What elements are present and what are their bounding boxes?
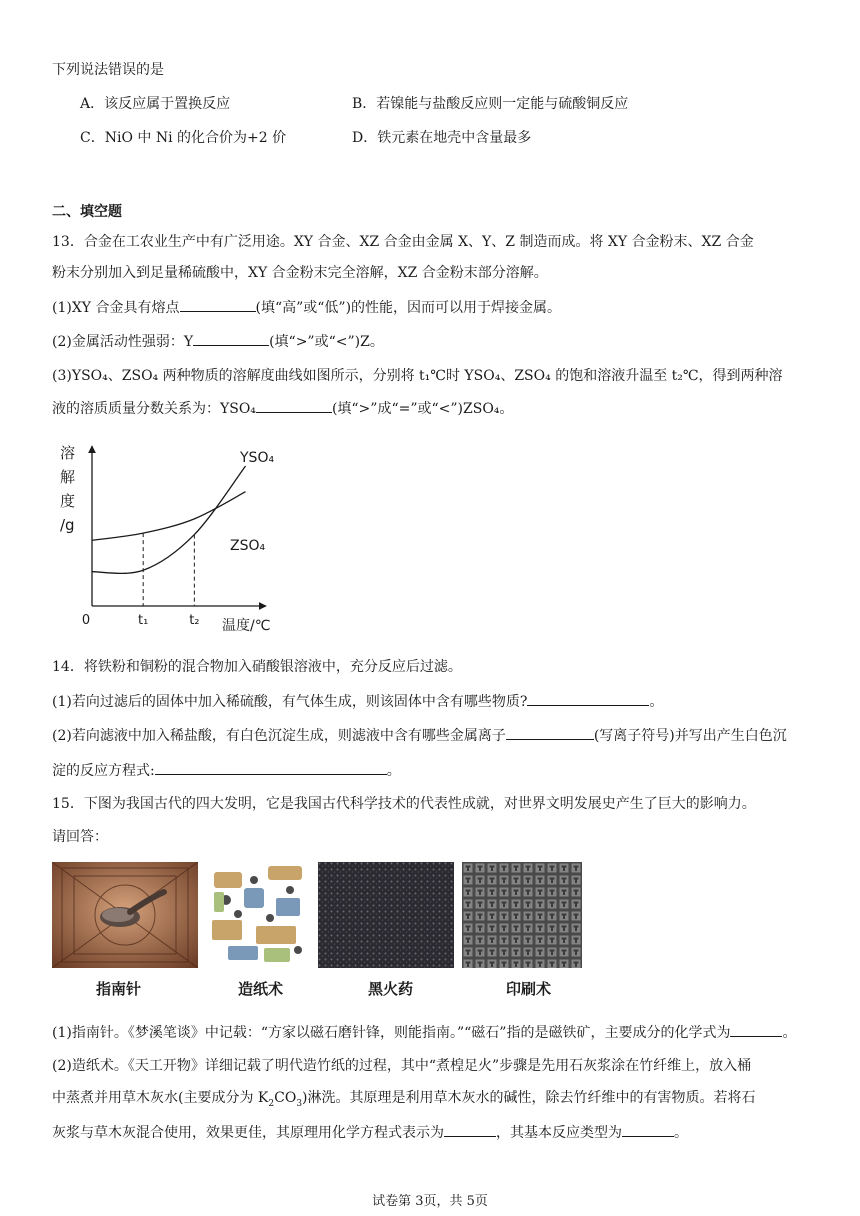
caption-compass: 指南针 (96, 980, 142, 998)
y-axis-label (60, 444, 75, 534)
y-axis-label-char: /g (60, 516, 75, 534)
y-axis-label-char: 溶 (60, 444, 76, 462)
q15-p2-blank-type[interactable] (622, 1122, 674, 1137)
q13-p3-text-b: 液的溶质质量分数关系为：YSO₄ (52, 401, 256, 417)
q15-p1-text-b: 。 (782, 1025, 797, 1041)
q15-p1-blank[interactable] (730, 1022, 782, 1037)
section-title: 二、填空题 (52, 204, 122, 220)
page-footer: 试卷第 3页，共 5页 (372, 1194, 488, 1209)
q15-part2-line1: (2)造纸术。《天工开物》详细记载了明代造竹纸的过程，其中“煮楻足火”步骤是先用石灰浆涂在竹纤维上，放入桶 (52, 1058, 752, 1074)
q14-p2-blank-ions[interactable] (506, 725, 594, 740)
q13-p1-text-b: (填“高”或“低”)的性能，因而可以用于焊接金属。 (255, 300, 562, 316)
solubility-chart (52, 440, 292, 636)
series-line-yso4 (92, 466, 246, 573)
papermaking-image (208, 862, 312, 968)
q14-p2-text-c: 淀的反应方程式: (52, 763, 155, 779)
q15-p2-sub-2: 2 (268, 1098, 275, 1109)
q15-line2: 请回答： (52, 829, 108, 845)
q13-p2-text-b: (填“>”或“<”)Z。 (269, 334, 384, 350)
q14-p1-text-a: (1)若向过滤后的固体中加入稀硫酸，有气体生成，则该固体中含有哪些物质? (52, 694, 528, 710)
q13-p2-text-a: (2)金属活动性强弱：Y (52, 334, 194, 350)
q14-p1-text-b: 。 (649, 694, 664, 710)
x-tick-label: t₂ (189, 613, 200, 628)
caption-printing: 印刷术 (506, 980, 552, 998)
q14-line1: 14．将铁粉和铜粉的混合物加入硝酸银溶液中，充分反应后过滤。 (52, 659, 462, 675)
q14-part2-line2 (52, 760, 401, 781)
q14-part1 (52, 691, 663, 712)
y-axis-label-char: 度 (60, 492, 76, 510)
q14-p2-blank-equation[interactable] (155, 760, 387, 775)
q13-part2 (52, 331, 384, 352)
q15-p2-text-b3: CO (274, 1090, 297, 1106)
q13-part1 (52, 297, 561, 318)
q14-p2-text-a: (2)若向滤液中加入稀盐酸，有白色沉淀生成，则滤液中含有哪些金属离子 (52, 728, 506, 744)
compass-image (52, 862, 198, 968)
q13-p2-blank[interactable] (193, 331, 269, 346)
q15-p1-text-a: (1)指南针。《梦溪笔谈》中记载：“方家以磁石磨针锋，则能指南。”“磁石”指的是磁铁矿，主要成分的化学式为 (52, 1025, 731, 1041)
q12-option-a[interactable]: A．该反应属于置换反应 (80, 96, 231, 112)
gunpowder-image (318, 862, 454, 968)
q13-p1-blank[interactable] (180, 297, 256, 312)
q15-p2-text-b1: 中蒸煮并用草木灰水(主要成分为 K (52, 1090, 269, 1106)
printing-image (462, 862, 582, 968)
q12-stem: 下列说法错误的是 (52, 62, 164, 78)
series-label-yso4: YSO₄ (240, 450, 275, 466)
q15-line1: 15．下图为我国古代的四大发明，它是我国古代科学技术的代表性成就，对世界文明发展史产生了巨大的影响力。 (52, 796, 756, 812)
caption-papermaking: 造纸术 (238, 980, 284, 998)
q13-line2: 粉末分别加入到足量稀硫酸中，XY 合金粉末完全溶解，XZ 合金粉末部分溶解。 (52, 265, 548, 281)
q14-part2-line1 (52, 725, 787, 746)
x-tick-label: 0 (81, 613, 91, 628)
q14-p2-text-d: 。 (386, 763, 401, 779)
x-tick-label: t₁ (138, 613, 149, 628)
q13-p1-text-a: (1)XY 合金具有熔点 (52, 300, 180, 316)
y-axis-label-char: 解 (60, 468, 76, 486)
q15-part1 (52, 1022, 796, 1043)
q13-line1: 13．合金在工农业生产中有广泛用途。XY 合金、XZ 合金由金属 X、Y、Z 制造而成。将 XY 合金粉末、XZ 合金 (52, 234, 754, 250)
q15-p2-text-d: ，其基本反应类型为 (496, 1125, 622, 1141)
q15-p2-sub-3: 3 (296, 1098, 303, 1109)
q12-option-b[interactable]: B．若镍能与盐酸反应则一定能与硫酸铜反应 (352, 96, 629, 112)
q15-p2-blank-equation[interactable] (444, 1122, 496, 1137)
q14-p1-blank[interactable] (527, 691, 649, 706)
q13-part3-line1: (3)YSO₄、ZSO₄ 两种物质的溶解度曲线如图所示，分别将 t₁℃时 YSO₄、ZSO₄ 的饱和溶液升温至 t₂℃，得到两种溶 (52, 368, 783, 384)
caption-gunpowder: 黑火药 (368, 980, 414, 998)
q15-p2-text-e: 。 (674, 1125, 688, 1141)
q14-p2-text-b: (写离子符号)并写出产生白色沉 (593, 728, 787, 744)
q13-p3-text-c: (填“>”成“=”或“<”)ZSO₄。 (331, 401, 514, 417)
q13-part3-line2 (52, 398, 513, 419)
q15-part2-line3 (52, 1122, 688, 1143)
series-label-zso4: ZSO₄ (230, 538, 266, 554)
q15-part2-line2 (52, 1088, 756, 1114)
x-axis-label: 温度/℃ (222, 618, 271, 634)
q12-option-d[interactable]: D．铁元素在地壳中含量最多 (352, 130, 532, 146)
q15-p2-text-b5: )淋洗。其原理是利用草木灰水的碱性，除去竹纤维中的有害物质。若将石 (302, 1090, 756, 1106)
q13-p3-blank[interactable] (256, 398, 332, 413)
q15-p2-text-c: 灰浆与草木灰混合使用，效果更佳，其原理用化学方程式表示为 (52, 1125, 444, 1141)
q12-option-c[interactable]: C．NiO 中 Ni 的化合价为+2 价 (80, 130, 287, 146)
